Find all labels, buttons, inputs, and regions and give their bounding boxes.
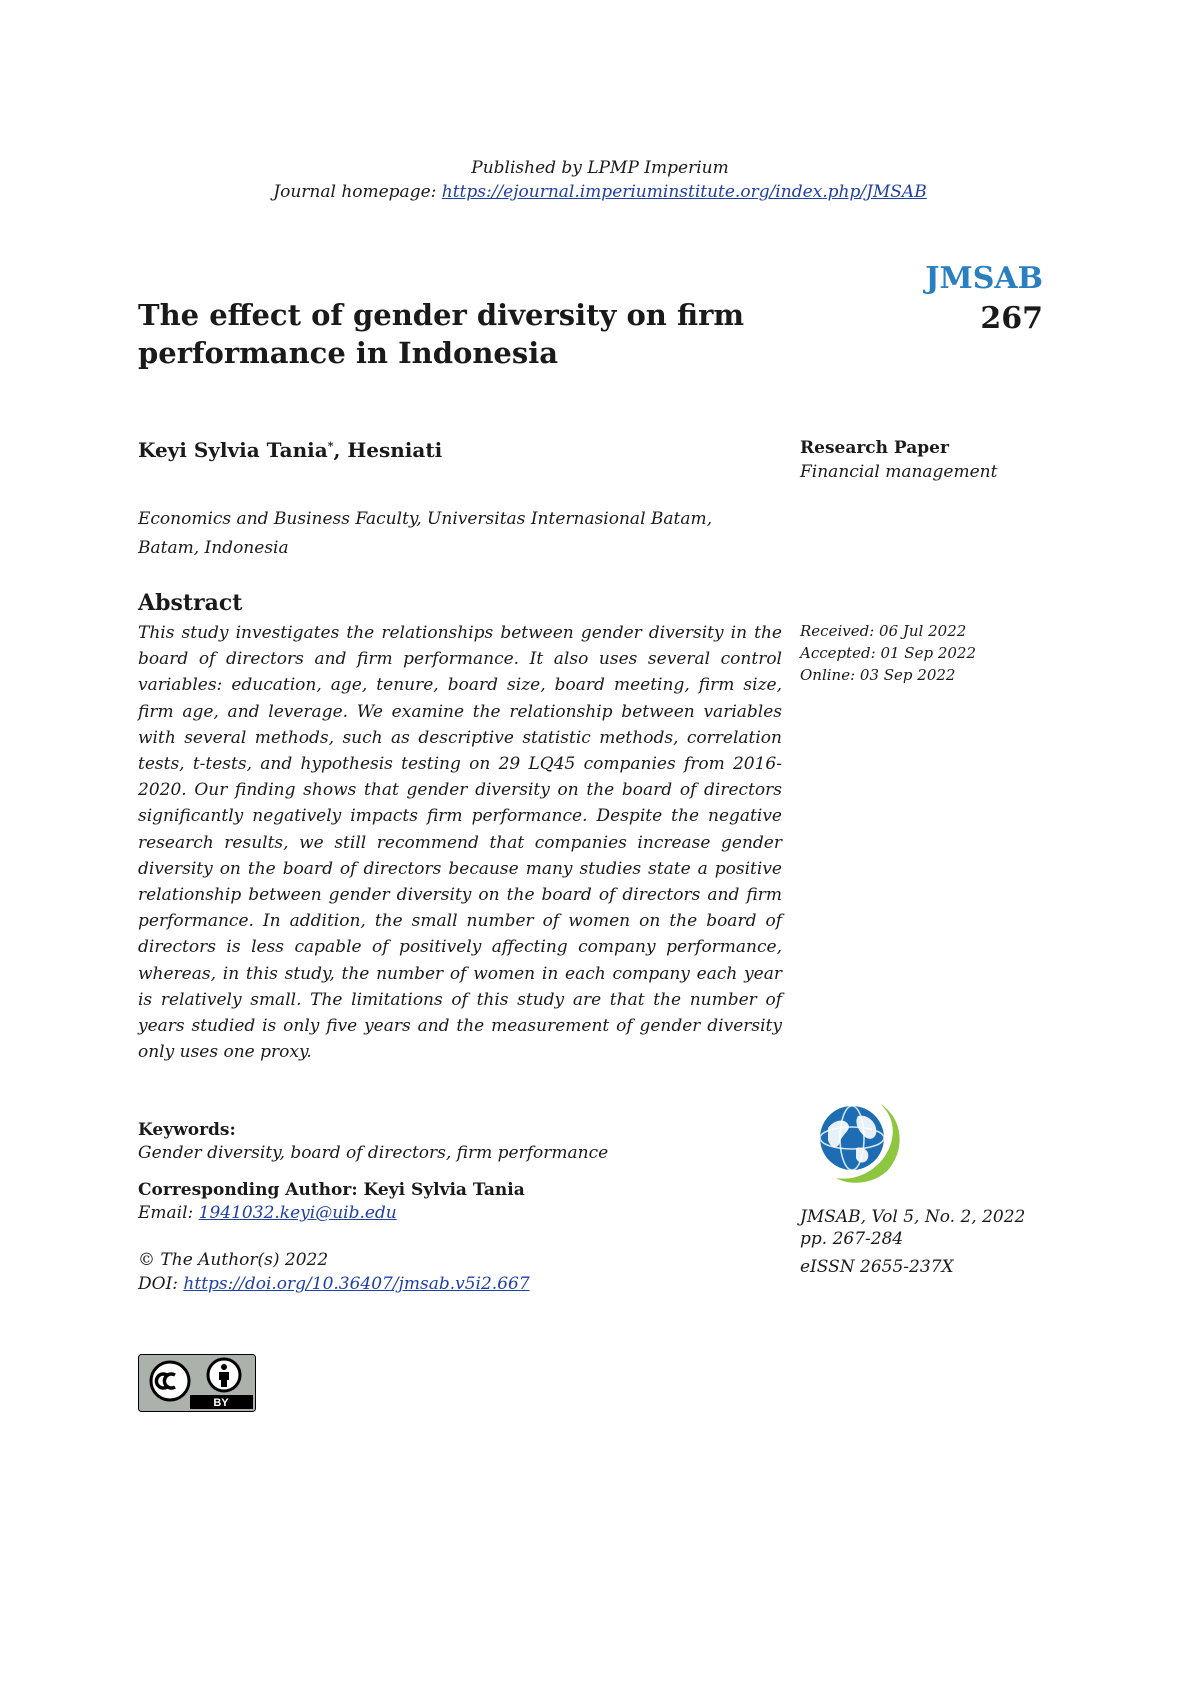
authors <box>138 438 442 462</box>
abstract-text: This study investigates the relationships between gender diversity in the board of directors and firm performance. It also uses several control variables: education, age, tenure, board size, board meeting, firm size, firm age, and leverage. We examine the relationship between variables with several methods, such as descriptive statistic methods, correlation tests, t-tests, and hypothesis testing on 29 LQ45 companies from 2016-2020. Our finding shows that gender diversity on the board of directors significantly negatively impacts firm performance. Despite the negative research results, we still recommend that companies increase gender diversity on the board of directors because many studies state a positive relationship between gender diversity on the board of directors and firm performance. In addition, the small number of women on the board of directors is less capable of positively affecting company performance, whereas, in this study, the number of women in each company each year is relatively small. The limitations of this study are that the number of years studied is only five years and the measurement of gender diversity only uses one proxy. <box>138 623 782 1063</box>
doi-prefix: DOI: <box>138 1274 184 1294</box>
attribution-person-icon <box>208 1359 240 1391</box>
doi-line <box>138 1274 530 1294</box>
journal-globe-logo-icon <box>808 1090 908 1190</box>
author-rest: , Hesniati <box>333 438 443 462</box>
corresponding-author: Corresponding Author: Keyi Sylvia Tania <box>138 1180 525 1200</box>
copyright: © The Author(s) 2022 <box>138 1250 329 1270</box>
volume-info: JMSAB, Vol 5, No. 2, 2022 <box>800 1207 1026 1227</box>
page-number: 267 <box>980 301 1043 336</box>
email-line <box>138 1203 397 1223</box>
affiliation: Economics and Business Faculty, Universitas Internasional Batam, Batam, Indonesia <box>138 509 713 558</box>
eissn: eISSN 2655-237X <box>800 1257 954 1277</box>
author-first: Keyi Sylvia Tania <box>138 438 328 462</box>
doi-link[interactable]: https://doi.org/10.36407/jmsab.v5i2.667 <box>183 1274 530 1294</box>
cc-icon <box>151 1362 189 1400</box>
journal-homepage-line <box>0 180 1200 204</box>
accepted-date: Accepted: 01 Sep 2022 <box>800 644 976 662</box>
paper-field: Financial management <box>800 462 998 482</box>
keywords-text: Gender diversity, board of directors, firm performance <box>138 1143 609 1163</box>
cc-by-label: BY <box>213 1397 229 1409</box>
homepage-link[interactable]: https://ejournal.imperiuminstitute.org/index.php/JMSAB <box>441 182 927 202</box>
cc-by-license-badge[interactable] <box>138 1354 256 1412</box>
received-date: Received: 06 Jul 2022 <box>800 622 967 640</box>
email-prefix: Email: <box>138 1203 199 1223</box>
keywords-heading: Keywords: <box>138 1120 236 1140</box>
article-dates <box>800 620 976 686</box>
email-link[interactable]: 1941032.keyi@uib.edu <box>198 1203 397 1223</box>
published-by: Published by LPMP Imperium <box>471 158 729 178</box>
online-date: Online: 03 Sep 2022 <box>800 666 956 684</box>
page-range: pp. 267-284 <box>800 1229 904 1249</box>
publisher-header <box>0 156 1200 204</box>
paper-type: Research Paper <box>800 438 949 458</box>
corresponding-mark: * <box>327 439 334 453</box>
article-title: The effect of gender diversity on firm performance in Indonesia <box>138 298 745 370</box>
homepage-prefix: Journal homepage: <box>273 182 442 202</box>
abstract-heading: Abstract <box>138 590 243 616</box>
journal-name: JMSAB <box>925 261 1043 296</box>
